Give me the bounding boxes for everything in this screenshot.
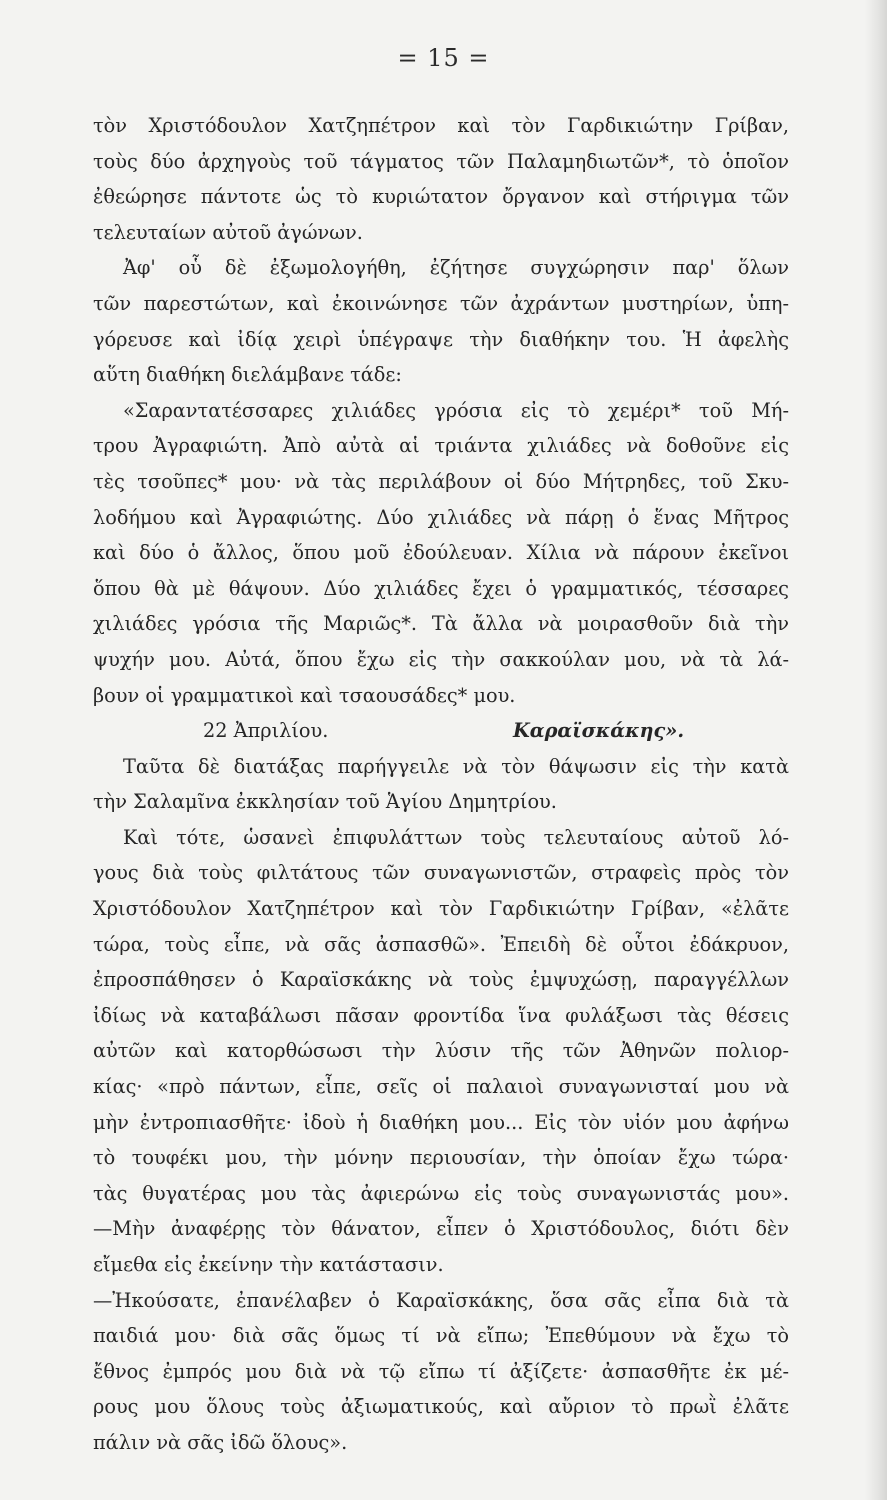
text-line: γους διὰ τοὺς φιλτάτους τῶν συναγωνιστῶν, στραφεὶς πρὸς τὸν <box>93 861 789 885</box>
page-edge-shadow <box>865 0 887 1500</box>
dateline-date: 22 Ἀπριλίου. <box>203 719 329 743</box>
dateline <box>93 713 789 749</box>
text-line: χιλιάδες γρόσια τῆς Μαριῶς*. Τὰ ἄλλα νὰ μοιρασθοῦν διὰ τὴν <box>93 612 789 636</box>
text-line: «Σαραντατέσσαρες χιλιάδες γρόσια εἰς τὸ χεμέρι* τοῦ Μή- <box>123 398 789 422</box>
text-line: ἔθνος ἐμπρός μου διὰ νὰ τῷ εἴπω τί ἀξίζετε· ἀσπασθῆτε ἐκ μέ- <box>93 1359 789 1383</box>
body-text <box>93 108 789 1461</box>
text-line: ἐπροσπάθησεν ὁ Καραϊσκάκης νὰ τοὺς ἐμψυχώσῃ, παραγγέλλων <box>93 968 789 992</box>
text-line: παιδιά μου· διὰ σᾶς ὅμως τί νὰ εἴπω; Ἐπεθύμουν νὰ ἔχω τὸ <box>93 1324 789 1348</box>
text-line: τὸ τουφέκι μου, τὴν μόνην περιουσίαν, τὴν ὁποίαν ἔχω τώρα· <box>93 1146 789 1170</box>
text-line: ὅπου θὰ μὲ θάψουν. Δύο χιλιάδες ἔχει ὁ γραμματικός, τέσσαρες <box>93 576 789 600</box>
text-line: κίας· «πρὸ πάντων, εἶπε, σεῖς οἱ παλαιοὶ συναγωνισταί μου νὰ <box>93 1075 789 1099</box>
text-line: ἐθεώρησε πάντοτε ὡς τὸ κυριώτατον ὄργανον καὶ στήριγμα τῶν <box>93 185 789 209</box>
text-line: γόρευσε καὶ ἰδίᾳ χειρὶ ὑπέγραψε τὴν διαθήκην του. Ἡ ἀφελὴς <box>93 327 789 351</box>
text-line: βουν οἱ γραμματικοὶ καὶ τσαουσάδες* μου. <box>93 683 516 707</box>
text-line: τρου Ἀγραφιώτη. Ἀπὸ αὐτὰ αἱ τριάντα χιλιάδες νὰ δοθοῦνε εἰς <box>93 434 789 458</box>
text-line: —Ἠκούσατε, ἐπανέλαβεν ὁ Καραϊσκάκης, ὅσα σᾶς εἶπα διὰ τὰ <box>93 1288 789 1312</box>
text-line: τελευταίων αὐτοῦ ἀγώνων. <box>93 220 363 244</box>
text-line: εἴμεθα εἰς ἐκείνην τὴν κατάστασιν. <box>93 1253 444 1276</box>
text-line: τώρα, τοὺς εἶπε, νὰ σᾶς ἀσπασθῶ». Ἐπειδὴ δὲ οὗτοι ἐδάκρυον, <box>93 932 789 956</box>
text-line: τὰς θυγατέρας μου τὰς ἀφιερώνω εἰς τοὺς συναγωνιστάς μου». <box>93 1181 789 1205</box>
text-line: Ἀφ' οὗ δὲ ἐξωμολογήθη, ἐζήτησε συγχώρησιν παρ' ὅλων <box>123 256 789 280</box>
text-line: ρους μου ὅλους τοὺς ἀξιωματικούς, καὶ αὔριον τὸ πρωῒ ἐλᾶτε <box>93 1395 789 1419</box>
text-line: —Μὴν ἀναφέρῃς τὸν θάνατον, εἶπεν ὁ Χριστόδουλος, διότι δὲν <box>93 1217 789 1241</box>
text-line: τὴν Σαλαμῖνα ἐκκλησίαν τοῦ Ἁγίου Δημητρίου. <box>93 790 557 814</box>
text-line: τὲς τσοῦπες* μου· νὰ τὰς περιλάβουν οἱ δύο Μήτρηδες, τοῦ Σκυ- <box>93 469 789 493</box>
text-line: λοδήμου καὶ Ἀγραφιώτης. Δύο χιλιάδες νὰ πάρῃ ὁ ἕνας Μῆτρος <box>93 505 789 529</box>
dateline-signature: Καραϊσκάκης». <box>513 719 685 743</box>
page-number-header: = 15 = <box>397 44 490 72</box>
text-line: μὴν ἐντροπιασθῆτε· ἰδοὺ ἡ διαθήκη μου... Εἰς τὸν υἱόν μου ἀφήνω <box>93 1110 789 1134</box>
text-line: τὸν Χριστόδουλον Χατζηπέτρον καὶ τὸν Γαρδικιώτην Γρίβαν, <box>93 114 789 137</box>
text-line: Καὶ τότε, ὡσανεὶ ἐπιφυλάττων τοὺς τελευταίους αὐτοῦ λό- <box>123 825 789 849</box>
text-line: τοὺς δύο ἀρχηγοὺς τοῦ τάγματος τῶν Παλαμηδιωτῶν*, τὸ ὁποῖον <box>93 149 789 173</box>
text-line: Ταῦτα δὲ διατάξας παρήγγειλε νὰ τὸν θάψωσιν εἰς τὴν κατὰ <box>123 754 789 778</box>
text-line: καὶ δύο ὁ ἄλλος, ὅπου μοῦ ἐδούλευαν. Χίλια νὰ πάρουν ἐκεῖνοι <box>93 541 789 565</box>
text-line: τῶν παρεστώτων, καὶ ἐκοινώνησε τῶν ἀχράντων μυστηρίων, ὑπη- <box>93 291 789 315</box>
text-line: ψυχήν μου. Αὐτά, ὅπου ἔχω εἰς τὴν σακκούλαν μου, νὰ τὰ λά- <box>93 647 789 671</box>
text-line: Χριστόδουλον Χατζηπέτρον καὶ τὸν Γαρδικιώτην Γρίβαν, «ἐλᾶτε <box>93 897 789 921</box>
text-line: αὕτη διαθήκη διελάμβανε τάδε: <box>93 363 402 387</box>
text-line: πάλιν νὰ σᾶς ἰδῶ ὅλους». <box>93 1430 348 1454</box>
text-line: αὐτῶν καὶ κατορθώσωσι τὴν λύσιν τῆς τῶν Ἀθηνῶν πολιορ- <box>93 1039 789 1063</box>
text-line: ἰδίως νὰ καταβάλωσι πᾶσαν φροντίδα ἵνα φυλάξωσι τὰς θέσεις <box>93 1003 789 1027</box>
